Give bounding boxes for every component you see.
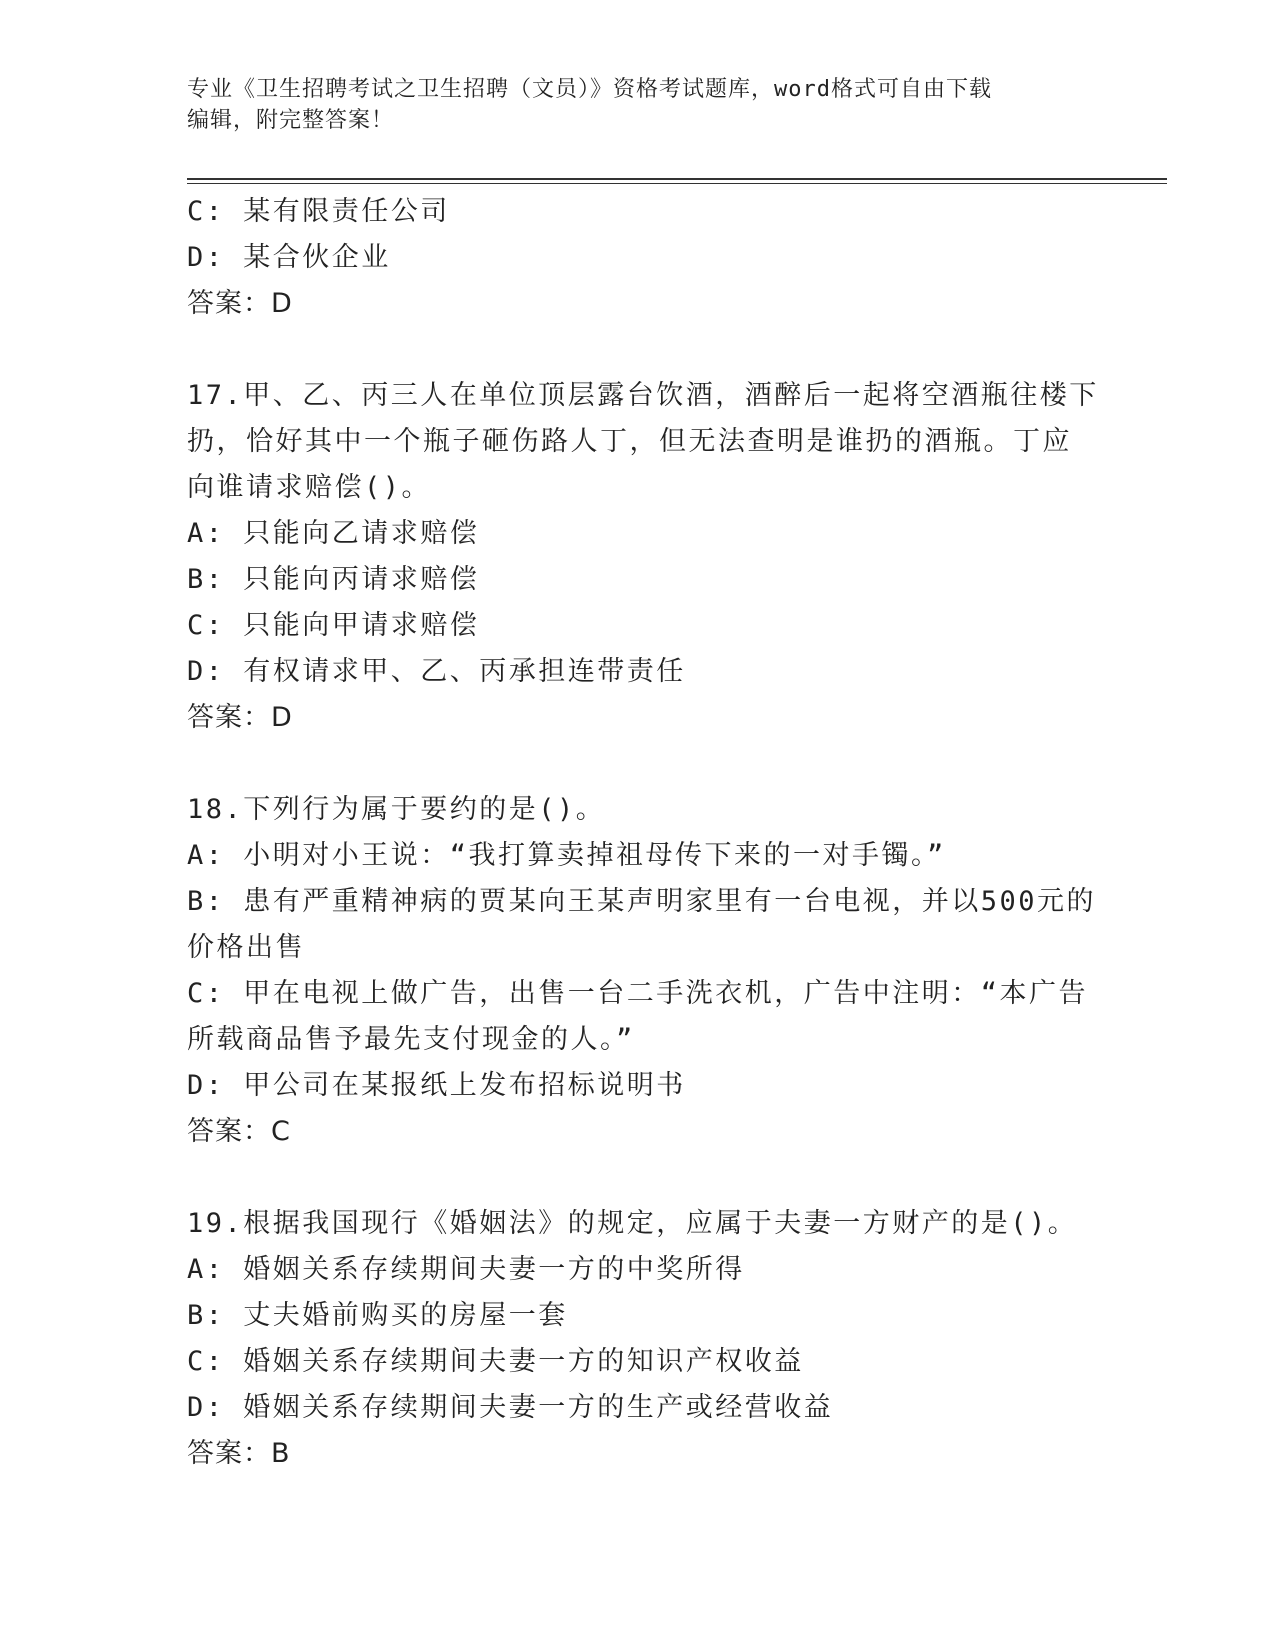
question-stem-line: 18.下列行为属于要约的是()。 — [187, 794, 606, 825]
question-stem-line: 扔，恰好其中一个瓶子砸伤路人丁，但无法查明是谁扔的酒瓶。丁应 — [187, 426, 1072, 457]
option-a: A: 婚姻关系存续期间夫妻一方的中奖所得 — [187, 1254, 745, 1285]
spacer — [187, 741, 1087, 787]
option-a: A: 小明对小王说：“我打算卖掉祖母传下来的一对手镯。” — [187, 840, 946, 871]
option-d: D: 甲公司在某报纸上发布招标说明书 — [187, 1070, 686, 1101]
answer-label: 答案：B — [187, 1438, 291, 1469]
header-line-1: 专业《卫生招聘考试之卫生招聘（文员）》资格考试题库，word格式可自由下载 — [187, 77, 992, 102]
question-stem-line: 17.甲、乙、丙三人在单位顶层露台饮酒，酒醉后一起将空酒瓶往楼下 — [187, 380, 1099, 411]
question-17 — [187, 373, 1099, 741]
answer-label: 答案：D — [187, 702, 293, 733]
option-b: B: 丈夫婚前购买的房屋一套 — [187, 1300, 568, 1331]
question-16-tail — [187, 189, 1087, 327]
option-c: C: 婚姻关系存续期间夫妻一方的知识产权收益 — [187, 1346, 804, 1377]
question-list — [187, 189, 1099, 1477]
option-b-continued: 价格出售 — [187, 932, 305, 963]
document-header — [187, 74, 1087, 136]
spacer — [187, 327, 1087, 373]
question-stem-line: 19.根据我国现行《婚姻法》的规定，应属于夫妻一方财产的是()。 — [187, 1208, 1078, 1239]
option-c: C: 某有限责任公司 — [187, 196, 450, 227]
header-divider — [187, 178, 1167, 184]
option-c: C: 只能向甲请求赔偿 — [187, 610, 480, 641]
option-c-continued: 所载商品售予最先支付现金的人。” — [187, 1024, 635, 1055]
option-b: B: 只能向丙请求赔偿 — [187, 564, 480, 595]
option-b: B: 患有严重精神病的贾某向王某声明家里有一台电视，并以500元的 — [187, 886, 1097, 917]
option-d: D: 某合伙企业 — [187, 242, 391, 273]
question-19 — [187, 1201, 1087, 1477]
option-c: C: 甲在电视上做广告，出售一台二手洗衣机，广告中注明：“本广告 — [187, 978, 1089, 1009]
answer-label: 答案：C — [187, 1116, 291, 1147]
question-stem-line: 向谁请求赔偿()。 — [187, 472, 432, 503]
question-18 — [187, 787, 1097, 1155]
answer-label: 答案：D — [187, 288, 293, 319]
header-line-2: 编辑，附完整答案！ — [187, 108, 395, 133]
option-a: A: 只能向乙请求赔偿 — [187, 518, 480, 549]
option-d: D: 有权请求甲、乙、丙承担连带责任 — [187, 656, 686, 687]
spacer — [187, 1155, 1087, 1201]
option-d: D: 婚姻关系存续期间夫妻一方的生产或经营收益 — [187, 1392, 834, 1423]
